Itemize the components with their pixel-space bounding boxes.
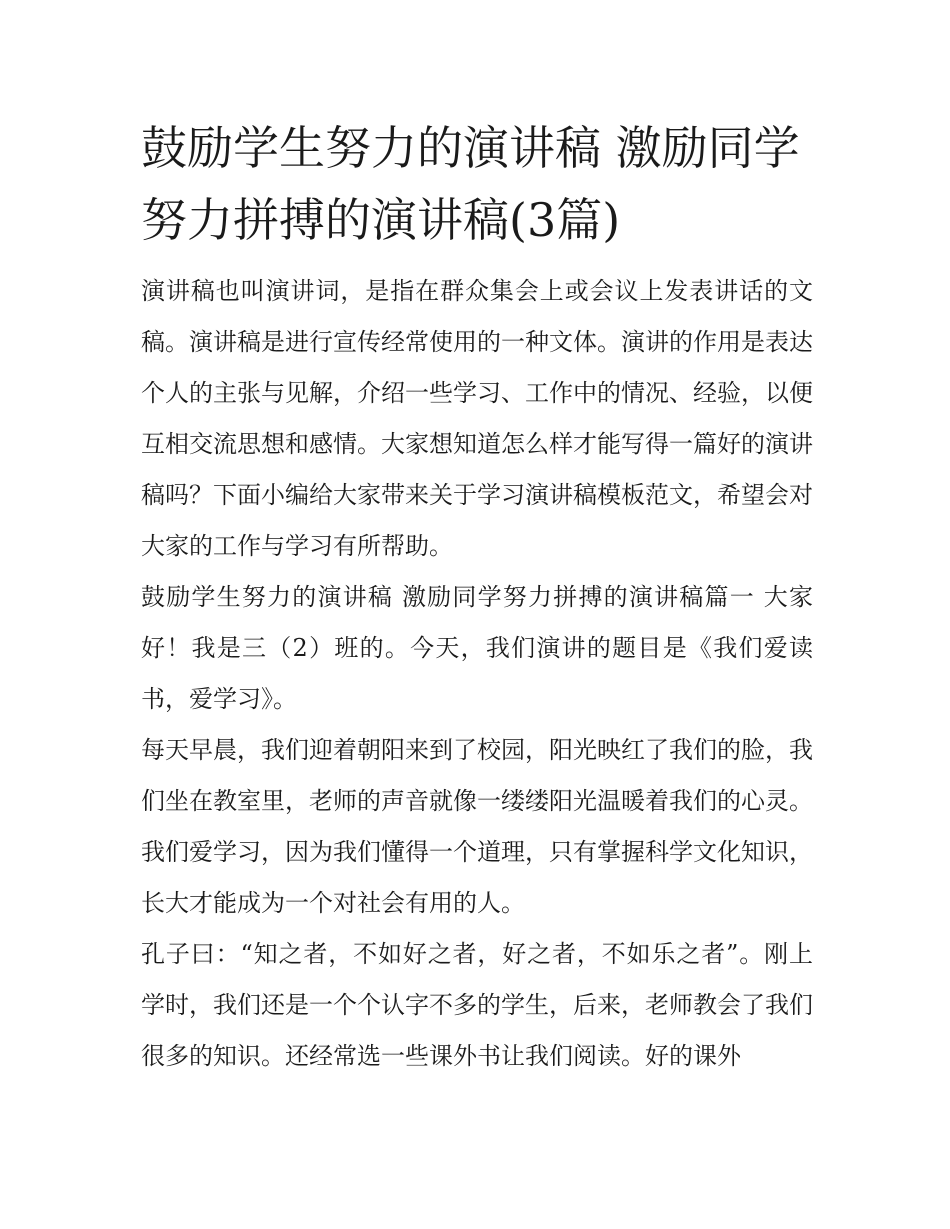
- paragraph: 每天早晨，我们迎着朝阳来到了校园，阳光映红了我们的脸，我们坐在教室里，老师的声音就像一缕缕阳光温暖着我们的心灵。我们爱学习，因为我们懂得一个道理，只有掌握科学文化知识，长大才能成为一个对社会有用的人。: [141, 736, 813, 917]
- paragraph: 鼓励学生努力的演讲稿 激励同学努力拼搏的演讲稿篇一 大家好！我是三（2）班的。今天，我们演讲的题目是《我们爱读书，爱学习》。: [141, 583, 813, 713]
- document-page: [141, 112, 813, 1082]
- paragraph: 演讲稿也叫演讲词，是指在群众集会上或会议上发表讲话的文稿。演讲稿是进行宣传经常使用的一种文体。演讲的作用是表达个人的主张与见解，介绍一些学习、工作中的情况、经验，以便互相交流思想和感情。大家想知道怎么样才能写得一篇好的演讲稿吗？下面小编给大家带来关于学习演讲稿模板范文，希望会对大家的工作与学习有所帮助。: [141, 277, 813, 560]
- paragraph: 孔子曰：“知之者，不如好之者，好之者，不如乐之者”。刚上学时，我们还是一个个认字不多的学生，后来，老师教会了我们很多的知识。还经常选一些课外书让我们阅读。好的课外: [141, 940, 813, 1070]
- document-title: 鼓励学生努力的演讲稿 激励同学努力拼搏的演讲稿(3篇): [141, 121, 800, 247]
- document-body: [141, 266, 813, 1082]
